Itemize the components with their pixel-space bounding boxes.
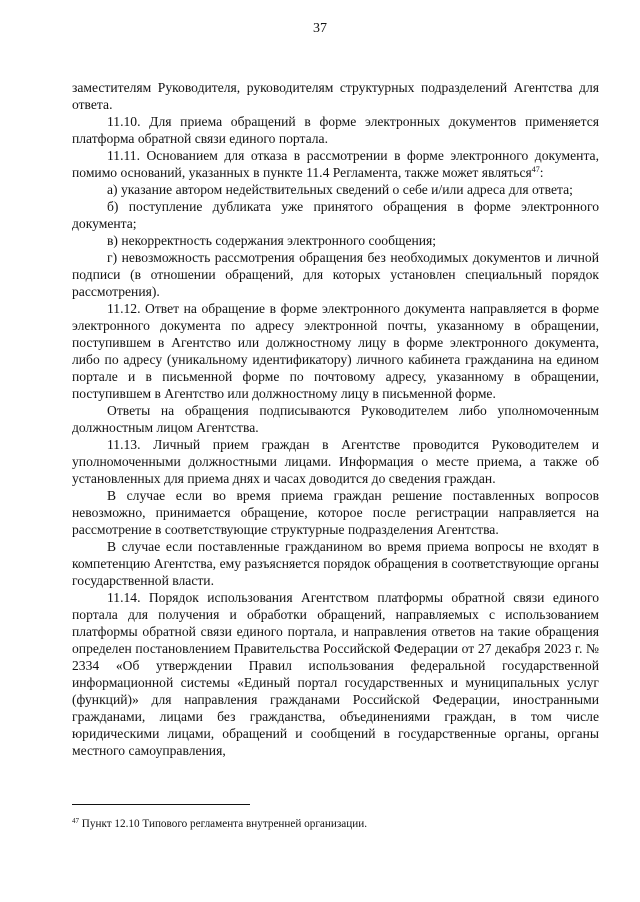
footnote [72, 817, 599, 831]
paragraph: 11.12. Ответ на обращение в форме электронного документа направляется в форме электронного документа по адресу электронной почты, указанному в обращении, поступившем в Агентство или должностному лицу в форме электронного документа, либо по адресу (уникальному идентификатору) личного кабинета гражданина на едином портале и в письменной форме по почтовому адресу, указанному в обращении, поступившем в Агентство или должностному лицу в письменной форме. [72, 301, 599, 401]
paragraph: а) указание автором недействительных сведений о себе и/или адреса для ответа; [107, 182, 573, 197]
footnote-mark: 47 [72, 817, 79, 825]
body-text [72, 79, 599, 759]
paragraph: В случае если во время приема граждан решение поставленных вопросов невозможно, принимается обращение, которое после регистрации направляется на рассмотрение в соответствующие структурные подразделения Агентства. [72, 488, 599, 537]
paragraph: 11.11. Основанием для отказа в рассмотрении в форме электронного документа, помимо оснований, указанных в пункте 11.4 Регламента, также может являться$^{47}$: [72, 148, 599, 180]
footnote-reference: 47 [531, 165, 540, 174]
footnote-divider [72, 804, 250, 805]
paragraph: В случае если поставленные гражданином во время приема вопросы не входят в компетенцию Агентства, ему разъясняется порядок обращения в соответствующие органы государственной власти. [72, 539, 599, 588]
paragraph: 11.10. Для приема обращений в форме электронных документов применяется платформа обратной связи единого портала. [72, 114, 599, 146]
paragraph: б) поступление дубликата уже принятого обращения в форме электронного документа; [72, 199, 599, 231]
footnote-text: Пункт 12.10 Типового регламента внутренней организации. [79, 818, 368, 830]
page-number: 37 [313, 21, 327, 36]
paragraph: 11.13. Личный прием граждан в Агентстве проводится Руководителем и уполномоченными должностными лицами. Информация о месте приема, а также об установленных для приема днях и часах доводится до сведения граждан. [72, 437, 599, 486]
paragraph: в) некорректность содержания электронного сообщения; [107, 233, 437, 248]
paragraph: 11.14. Порядок использования Агентством платформы обратной связи единого портала для получения и обработки обращений, направляемых с использованием платформы обратной связи единого портала, и направления ответов на такие обращения определен постановлением Правительства Российской Федерации от 27 декабря 2023 г. № 2334 «Об утверждении Правил использования федеральной государственной информационной системы «Единый портал государственных и муниципальных услуг (функций)» для направления гражданами Российской Федерации, иностранными гражданами, лицами без гражданства, объединениями граждан, в том числе юридическими лицами, обращений и сообщений в государственные органы, органы местного самоуправления, [72, 590, 599, 758]
paragraph: заместителям Руководителя, руководителям структурных подразделений Агентства для ответа. [72, 80, 599, 112]
paragraph: г) невозможность рассмотрения обращения без необходимых документов и личной подписи (в отношении обращений, для которых установлен специальный порядок рассмотрения). [72, 250, 599, 299]
paragraph: Ответы на обращения подписываются Руководителем либо уполномоченным должностным лицом Агентства. [72, 403, 599, 435]
